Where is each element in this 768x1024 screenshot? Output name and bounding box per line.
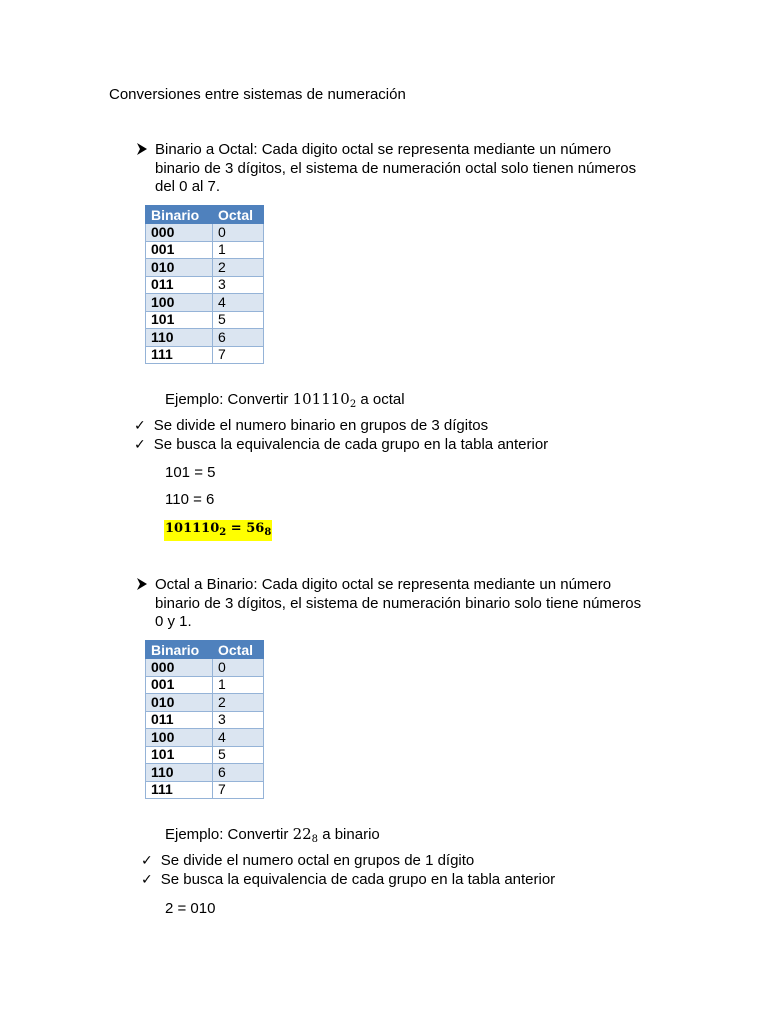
- octal-cell: 1: [213, 676, 264, 694]
- binary-cell: 001: [146, 241, 213, 259]
- table-row: [146, 224, 264, 242]
- table-header-row: [146, 206, 264, 224]
- binary-octal-table-1: [145, 205, 264, 364]
- check-icon: ✓: [141, 872, 153, 888]
- table-row: [146, 294, 264, 312]
- example-label: Ejemplo: Convertir: [165, 391, 289, 408]
- example-label: Ejemplo: Convertir: [165, 826, 289, 843]
- table-row: [146, 764, 264, 782]
- group-equivalence: 2 = 010: [165, 900, 216, 917]
- table-row: [146, 241, 264, 259]
- result-rhs-base: 8: [264, 527, 272, 538]
- example-number: [293, 825, 318, 843]
- binary-cell: 000: [146, 659, 213, 677]
- binary-cell: 010: [146, 259, 213, 277]
- section2-description: [155, 576, 715, 632]
- checklist-2: [141, 852, 555, 890]
- table-row: [146, 676, 264, 694]
- column-header-octal: Octal: [213, 641, 264, 659]
- example-base: 8: [311, 834, 319, 845]
- table-row: [146, 311, 264, 329]
- example-suffix: a octal: [360, 391, 405, 408]
- octal-cell: 1: [213, 241, 264, 259]
- check-icon: ✓: [134, 418, 146, 434]
- example-1: [165, 390, 405, 410]
- octal-cell: 4: [213, 729, 264, 747]
- example-number: [293, 390, 357, 408]
- binary-cell: 111: [146, 781, 213, 799]
- example-digits: 22: [292, 825, 312, 843]
- check-item: [141, 871, 555, 890]
- table-row: [146, 659, 264, 677]
- table-row: [146, 259, 264, 277]
- octal-cell: 5: [213, 746, 264, 764]
- check-text: Se busca la equivalencia de cada grupo en la tabla anterior: [160, 871, 556, 888]
- section2-line: 0 y 1.: [155, 613, 192, 630]
- octal-cell: 7: [213, 781, 264, 799]
- octal-cell: 2: [213, 259, 264, 277]
- group-equivalence: 110 = 6: [165, 491, 215, 508]
- section1-line: Binario a Octal: Cada digito octal se representa mediante un número: [155, 141, 612, 158]
- group-equivalence: 101 = 5: [165, 464, 216, 481]
- octal-cell: 6: [213, 329, 264, 347]
- table-row: [146, 329, 264, 347]
- arrowhead-icon: [136, 143, 148, 155]
- octal-cell: 4: [213, 294, 264, 312]
- example-base: 2: [349, 399, 357, 410]
- table-row: [146, 346, 264, 364]
- octal-cell: 3: [213, 711, 264, 729]
- check-text: Se divide el numero binario en grupos de 3 dígitos: [153, 417, 489, 434]
- check-text: Se busca la equivalencia de cada grupo en la tabla anterior: [153, 436, 549, 453]
- example-2: [165, 825, 380, 845]
- example-suffix: a binario: [322, 826, 380, 843]
- check-item: [134, 436, 548, 455]
- result-rhs: 56: [246, 521, 265, 536]
- check-icon: ✓: [134, 437, 146, 453]
- column-header-binario: Binario: [146, 641, 213, 659]
- check-icon: ✓: [141, 853, 153, 869]
- page-title: Conversiones entre sistemas de numeración: [109, 86, 406, 103]
- column-header-octal: Octal: [213, 206, 264, 224]
- check-item: [134, 417, 548, 436]
- column-header-binario: Binario: [146, 206, 213, 224]
- check-text: Se divide el numero octal en grupos de 1 dígito: [160, 852, 475, 869]
- binary-cell: 000: [146, 224, 213, 242]
- section2-line: Octal a Binario: Cada digito octal se representa mediante un número: [155, 576, 612, 593]
- octal-cell: 2: [213, 694, 264, 712]
- table-row: [146, 711, 264, 729]
- table-header-row: [146, 641, 264, 659]
- binary-cell: 110: [146, 329, 213, 347]
- octal-cell: 3: [213, 276, 264, 294]
- binary-cell: 110: [146, 764, 213, 782]
- octal-cell: 0: [213, 659, 264, 677]
- binary-cell: 001: [146, 676, 213, 694]
- check-item: [141, 852, 555, 871]
- checklist-1: [134, 417, 548, 455]
- octal-cell: 6: [213, 764, 264, 782]
- section1-line: binario de 3 dígitos, el sistema de numeración octal solo tienen números: [155, 159, 637, 177]
- binary-octal-table-2: [145, 640, 264, 799]
- binary-cell: 011: [146, 711, 213, 729]
- result-equals: =: [230, 521, 242, 536]
- table-row: [146, 694, 264, 712]
- example-digits: 101110: [292, 390, 350, 408]
- table-row: [146, 746, 264, 764]
- octal-cell: 0: [213, 224, 264, 242]
- section1-line: del 0 al 7.: [155, 178, 221, 195]
- table-row: [146, 276, 264, 294]
- binary-cell: 101: [146, 746, 213, 764]
- table-row: [146, 729, 264, 747]
- section2-line: binario de 3 dígitos, el sistema de numeración binario solo tiene números: [155, 594, 642, 612]
- octal-cell: 5: [213, 311, 264, 329]
- binary-cell: 111: [146, 346, 213, 364]
- section1-description: [155, 141, 715, 197]
- table-row: [146, 781, 264, 799]
- binary-cell: 011: [146, 276, 213, 294]
- result-lhs: 101110: [165, 521, 220, 536]
- binary-cell: 010: [146, 694, 213, 712]
- octal-cell: 7: [213, 346, 264, 364]
- binary-cell: 100: [146, 729, 213, 747]
- result-lhs-base: 2: [219, 527, 227, 538]
- result-equation: [164, 520, 272, 541]
- arrowhead-icon: [136, 578, 148, 590]
- binary-cell: 100: [146, 294, 213, 312]
- binary-cell: 101: [146, 311, 213, 329]
